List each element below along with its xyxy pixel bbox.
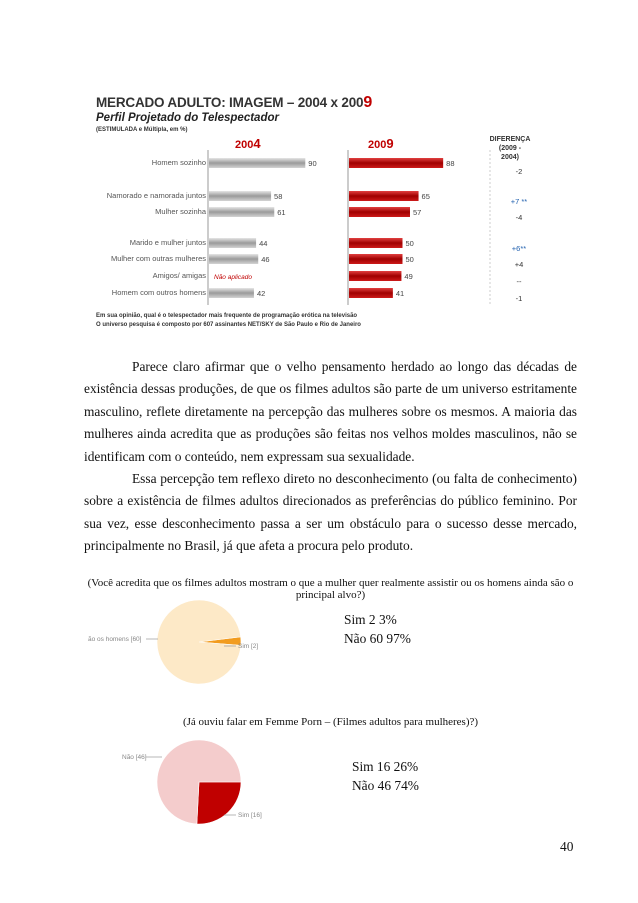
question-1: (Você acredita que os filmes adultos mostram o que a mulher quer realmente assistir ou os homens ainda são o principal alvo?) — [87, 577, 574, 601]
category-label: Marido e mulher juntos — [129, 238, 206, 247]
q2-result-sim: Sim 16 26% — [352, 759, 419, 774]
bar-2009 — [349, 158, 443, 168]
pie-chart-1 — [84, 600, 334, 700]
bar-2009-value: 49 — [404, 272, 413, 281]
bar-2004 — [209, 238, 256, 248]
difference-value: -1 — [515, 294, 523, 303]
figure-note: (ESTIMULADA e Múltipla, em %) — [96, 127, 188, 133]
bar-2009 — [349, 238, 403, 248]
q2-result-nao: Não 46 74% — [352, 778, 419, 793]
bar-2009 — [349, 271, 401, 281]
figure-subtitle: Perfil Projetado do Telespectador — [96, 112, 279, 124]
not-applied-note: Não aplicado — [214, 274, 252, 281]
bar-2004 — [209, 254, 258, 264]
category-label: Mulher sozinha — [155, 207, 206, 216]
year-2004-label: 2004 — [235, 136, 261, 151]
paragraph-1: Parece claro afirmar que o velho pensamento herdado ao longo das décadas de existência dessas produções, de que os filmes adultos são parte de um universo estritamente masculino, reflete diretamente na percepção das mulheres sobre os mesmos. A maioria das mulheres ainda acredita que as produções são feitas nos velhos moldes masculinos, não se identificam com o conteúdo, nem expressam sua sexualidade. — [84, 359, 577, 464]
figure-footnote-1: Em sua opinião, qual é o telespectador mais frequente de programação erótica na televisão — [96, 313, 358, 319]
figure-footnote-2: O universo pesquisa é composto por 607 assinantes NET/SKY de São Paulo e Rio de Janeiro — [96, 322, 361, 328]
bar-2004-value: 46 — [261, 255, 270, 264]
difference-value: +4 — [514, 260, 524, 269]
bar-2009 — [349, 288, 393, 298]
category-label: Homem sozinho — [151, 158, 206, 167]
bar-2004 — [209, 158, 305, 168]
category-label: Mulher com outras mulheres — [110, 254, 206, 263]
question-2: (Já ouviu falar em Femme Porn – (Filmes adultos para mulheres)?) — [182, 716, 479, 728]
pie-slice-sim — [197, 782, 241, 824]
bar-2009-value: 88 — [446, 159, 455, 168]
paragraph-2: Essa percepção tem reflexo direto no desconhecimento (ou falta de conhecimento) sobre a existência de filmes adultos direcionados as preferências do público feminino. Por sua vez, esse desconhecimento passa a ser um obstáculo para o sucesso desse mercado, principalmente no Brasil, já que afeta a procura pelo produto. — [84, 471, 577, 554]
category-label: Homem com outros homens — [111, 288, 206, 297]
difference-value: +7 ** — [510, 197, 528, 206]
bar-2004-value: 42 — [256, 289, 266, 298]
pie-chart-2 — [84, 740, 334, 840]
difference-header: DIFERENÇA (2009 - 2004) — [489, 136, 531, 161]
bar-2009-value: 50 — [405, 255, 414, 264]
bar-2009-value: 41 — [395, 289, 405, 298]
bar-2004-value: 58 — [274, 192, 283, 201]
pie-2-label-nao: Não [46] — [122, 754, 147, 761]
bar-2009 — [349, 191, 419, 201]
year-2009-label: 2009 — [368, 136, 394, 151]
page-number: 40 — [560, 839, 574, 854]
pie-1-label-sim: Sim [2] — [238, 643, 259, 650]
bar-2004-value: 61 — [277, 208, 286, 217]
bar-2009-value: 50 — [405, 239, 414, 248]
difference-value: -- — [516, 277, 522, 286]
difference-value: +6** — [511, 244, 527, 253]
bar-2004-value: 44 — [259, 239, 268, 248]
figure-title: MERCADO ADULTO: IMAGEM – 2004 x 2009 — [96, 94, 373, 111]
category-label: Amigos/ amigas — [152, 271, 206, 280]
q1-result-nao: Não 60 97% — [344, 631, 411, 646]
pie-2-label-sim: Sim [16] — [238, 812, 262, 819]
bar-2009-value: 65 — [421, 192, 430, 201]
bar-2004 — [209, 207, 274, 217]
bar-2009 — [349, 254, 403, 264]
bar-2004 — [209, 288, 254, 298]
q1-result-sim: Sim 2 3% — [344, 612, 397, 627]
difference-value: -4 — [515, 213, 523, 222]
difference-value: -2 — [515, 167, 523, 176]
bar-2004 — [209, 191, 271, 201]
bar-2009-value: 57 — [412, 208, 422, 217]
bar-2004-value: 90 — [308, 159, 317, 168]
bar-2009 — [349, 207, 410, 217]
category-label: Namorado e namorada juntos — [106, 191, 206, 200]
pie-1-label-nao: ão os homens [60] — [88, 636, 142, 643]
